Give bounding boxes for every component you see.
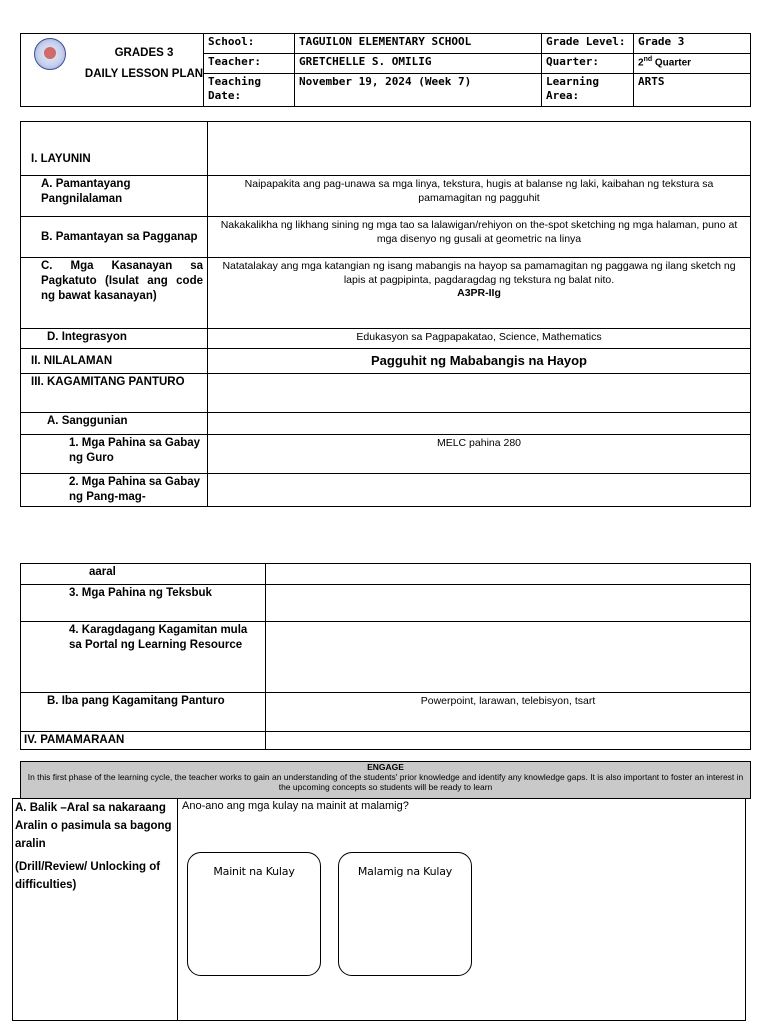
integrasyon-value: Edukasyon sa Pagpapakatao, Science, Mathematics (208, 329, 751, 349)
quarter-num: 2 (638, 57, 644, 69)
malamig-na-kulay-label: Malamig na Kulay (357, 865, 453, 878)
teksbuk-label: 3. Mga Pahina ng Teksbuk (21, 585, 266, 622)
teaching-date-label: Teaching Date: (204, 74, 295, 107)
grade-level-value: Grade 3 (634, 34, 751, 54)
pamantayan-sa-pagganap-label: B. Pamantayan sa Pagganap (21, 217, 208, 258)
gabay-ng-guro-value: MELC pahina 280 (208, 435, 751, 474)
grades-title: GRADES 3 (114, 47, 174, 59)
integrasyon-label: D. Integrasyon (21, 329, 208, 349)
gabay-ng-pang-mag-aaral-value (208, 474, 751, 507)
aaral-continuation-value (266, 564, 751, 585)
layunin-value (208, 122, 751, 176)
iba-pang-kagamitan-label: B. Iba pang Kagamitang Panturo (21, 693, 266, 732)
mga-kasanayan-value (208, 258, 751, 329)
mga-kasanayan-label (21, 258, 208, 329)
mainit-na-kulay-box (187, 852, 321, 976)
teaching-date-value: November 19, 2024 (Week 7) (295, 74, 542, 107)
mainit-na-kulay-label: Mainit na Kulay (213, 865, 295, 878)
objectives-table (20, 121, 751, 507)
school-label: School: (204, 34, 295, 54)
materials-table (20, 563, 751, 750)
quarter-value (634, 54, 751, 74)
pamamaraan-value (266, 732, 751, 750)
pamantayan-sa-pagganap-value: Nakakalikha ng likhang sining ng mga tao sa lalawigan/rehiyon on the-spot sketching ng mga halaman, puno at mga disenyo ng gusali at geometric na linya (208, 217, 751, 258)
balik-aral-label-cell (12, 798, 178, 1021)
header-title-cell (21, 34, 204, 107)
kagamitang-panturo-heading: III. KAGAMITANG PANTURO (21, 374, 208, 413)
teacher-value: GRETCHELLE S. OMILIG (295, 54, 542, 74)
quarter-word: Quarter (652, 57, 692, 69)
teacher-label: Teacher: (204, 54, 295, 74)
sanggunian-value (208, 413, 751, 435)
header-table (20, 33, 751, 107)
learning-area-label: Learning Area: (542, 74, 634, 107)
daily-lesson-plan-title: DAILY LESSON PLAN (84, 68, 204, 80)
layunin-heading: I. LAYUNIN (21, 122, 208, 176)
balik-aral-question: Ano-ano ang mga kulay na mainit at malamig? (182, 800, 409, 812)
mga-kasanayan-text: C. Mga Kasanayan sa Pagkatuto (Isulat ang code ng bawat kasanayan) (41, 260, 203, 302)
quarter-sup: nd (643, 56, 653, 63)
engage-banner (20, 761, 751, 799)
engage-description: In this first phase of the learning cycle, the teacher works to gain an understanding of the students' prior knowledge and identify any knowledge gaps. It is also important to foster an interest in the upcoming concepts so students will be ready to learn (27, 772, 744, 793)
karagdagang-kagamitan-label: 4. Karagdagang Kagamitan mula sa Portal ng Learning Resource (21, 622, 266, 693)
teksbuk-value (266, 585, 751, 622)
malamig-na-kulay-box (338, 852, 472, 976)
pamantayang-pangnilalaman-value: Naipapakita ang pag-unawa sa mga linya, tekstura, hugis at balanse ng laki, kaibahan ng tekstura sa pamamagitan ng pagguhit (208, 176, 751, 217)
pamantayang-pangnilalaman-label: A. Pamantayang Pangnilalaman (21, 176, 208, 217)
quarter-label: Quarter: (542, 54, 634, 74)
kasanayan-text: Natatalakay ang mga katangian ng isang mabangis na hayop sa pamamagitan ng paggawa ng ilang sketch ng lapis at pagpipinta, pagdaragdag ng tekstura ng balat nito. (222, 260, 736, 286)
engage-title: ENGAGE (367, 762, 404, 772)
sanggunian-label: A. Sanggunian (21, 413, 208, 435)
iba-pang-kagamitan-value: Powerpoint, larawan, telebisyon, tsart (266, 693, 751, 732)
learning-area-value: ARTS (634, 74, 751, 107)
kagamitang-panturo-value (208, 374, 751, 413)
balik-aral-label: A. Balik –Aral sa nakaraang Aralin o pasimula sa bagong aralin (15, 802, 172, 850)
pamamaraan-heading: IV. PAMAMARAAN (21, 732, 266, 750)
grade-level-label: Grade Level: (542, 34, 634, 54)
nilalaman-heading: II. NILALAMAN (21, 349, 208, 374)
balik-aral-content-cell (177, 798, 746, 1021)
nilalaman-value: Pagguhit ng Mababangis na Hayop (208, 349, 751, 374)
balik-aral-sub: (Drill/Review/ Unlocking of difficulties) (15, 861, 161, 892)
aaral-continuation-label: aaral (21, 564, 266, 585)
gabay-ng-guro-label: 1. Mga Pahina sa Gabay ng Guro (21, 435, 208, 474)
karagdagang-kagamitan-value (266, 622, 751, 693)
school-value: TAGUILON ELEMENTARY SCHOOL (295, 34, 542, 54)
gabay-ng-pang-mag-aaral-label: 2. Mga Pahina sa Gabay ng Pang-mag- (21, 474, 208, 507)
kasanayan-code: A3PR-IIg (457, 287, 501, 300)
